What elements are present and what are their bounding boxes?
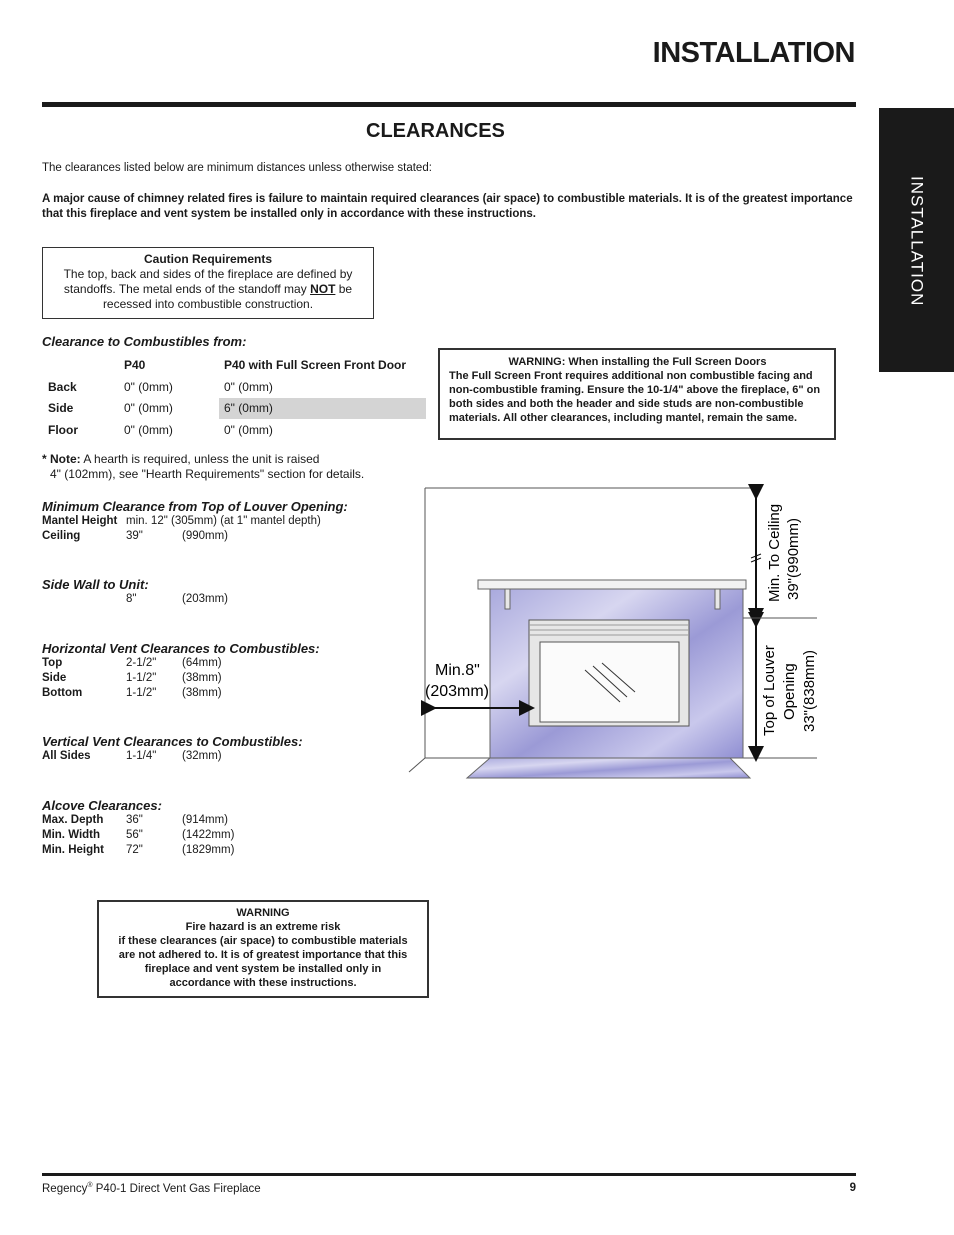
table-row xyxy=(42,398,426,420)
page-number: 9 xyxy=(849,1182,856,1194)
glass-panel xyxy=(540,642,679,722)
spec-value: 2-1/2" xyxy=(126,657,157,669)
bottom-rule xyxy=(42,1173,856,1176)
fire-warning-line: Fire hazard is an extreme risk xyxy=(185,921,341,933)
list-item xyxy=(42,829,402,844)
caution-text xyxy=(43,267,373,312)
full-screen-warning-box xyxy=(438,348,836,440)
fire-warning-line: if these clearances (air space) to combustible materials xyxy=(118,935,408,947)
side-clearance-label: Min.8" xyxy=(435,662,480,679)
section-title: CLEARANCES xyxy=(366,120,505,142)
alcove-title: Alcove Clearances: xyxy=(42,798,162,813)
chimney-fire-warning-text: A major cause of chimney related fires is failure to maintain required clearances (air space) to combustible materials. It is of the greatest importance that this fireplace and vent system be installed only in accordance with these instructions. xyxy=(42,193,853,220)
row-p40: 0" (0mm) xyxy=(124,401,173,415)
louver-clearance-label-2 xyxy=(781,663,798,720)
fire-warning-line: fireplace and vent system be installed only in xyxy=(144,963,382,975)
spec-label: Max. Depth xyxy=(42,814,104,826)
fire-warning-line: accordance with these instructions. xyxy=(169,977,357,989)
spec-value: 1-1/2" xyxy=(126,672,157,684)
spec-label: Min. Height xyxy=(42,844,104,856)
vertical-vent-title: Vertical Vent Clearances to Combustibles: xyxy=(42,734,303,749)
spec-value: 56" xyxy=(126,829,143,841)
row-label: Back xyxy=(48,379,77,394)
list-item xyxy=(42,814,402,829)
caution-emphasis: NOT xyxy=(310,282,336,296)
spec-value: min. 12" (305mm) (at 1" mantel depth) xyxy=(126,515,321,527)
spec-value-metric: (38mm) xyxy=(182,687,222,699)
row-fullscreen: 0" (0mm) xyxy=(224,422,273,437)
fire-warning-title: WARNING xyxy=(236,907,290,919)
horizontal-vent-specs xyxy=(42,657,402,702)
side-clearance-label-metric: (203mm) xyxy=(425,683,490,700)
row-label: Floor xyxy=(48,422,78,437)
alcove-specs xyxy=(42,814,402,859)
note-line1: A hearth is required, unless the unit is raised xyxy=(80,452,320,466)
spec-value: 36" xyxy=(126,814,143,826)
table-header-row xyxy=(42,355,426,377)
fire-warning-line: are not adhered to. It is of greatest importance that this xyxy=(118,949,408,961)
table-row xyxy=(42,377,426,399)
spec-value-metric: (32mm) xyxy=(182,750,222,762)
louver-clearance-label-metric xyxy=(801,650,818,732)
caution-box xyxy=(42,247,374,319)
col-fullscreen: P40 with Full Screen Front Door xyxy=(224,358,407,372)
spec-value: 1-1/4" xyxy=(126,750,157,762)
louver-clearance-label xyxy=(761,645,778,736)
louver-label-line2: Opening xyxy=(781,663,798,720)
col-p40: P40 xyxy=(124,358,146,372)
fire-hazard-warning-box xyxy=(97,900,429,998)
hearth xyxy=(467,758,750,778)
spec-value: 8" xyxy=(126,593,137,605)
top-rule xyxy=(42,102,856,107)
side-wall-title: Side Wall to Unit: xyxy=(42,577,149,592)
combustibles-table xyxy=(42,355,426,441)
list-item xyxy=(42,750,402,765)
full-screen-warning-text: The Full Screen Front requires additional non combustible facing and non-combustible framing. Ensure the 10-1/4" above the fireplace, 6" on both sides and both the header and side studs are non-combustible materials. All other clearances, including mantel, remain the same. xyxy=(449,370,821,424)
ceiling-clearance-label-metric xyxy=(785,518,802,600)
spec-label: Side xyxy=(42,672,67,684)
spec-value: 1-1/2" xyxy=(126,687,157,699)
row-fullscreen: 0" (0mm) xyxy=(224,379,273,394)
row-p40: 0" (0mm) xyxy=(124,379,173,394)
list-item xyxy=(42,530,402,545)
spec-value: 72" xyxy=(126,844,143,856)
row-label: Side xyxy=(48,401,74,415)
spec-value: 39" xyxy=(126,530,143,542)
footer-product-name: P40-1 Direct Vent Gas Fireplace xyxy=(92,1182,261,1195)
caution-text-before: The top, back and sides of the fireplace are defined by standoffs. The metal ends of the standoff may xyxy=(63,267,353,296)
spec-value-metric: (1422mm) xyxy=(182,829,235,841)
spec-value-metric: (203mm) xyxy=(182,593,229,605)
registered-mark: ® xyxy=(87,1182,93,1189)
louver-title: Minimum Clearance from Top of Louver Opening: xyxy=(42,499,348,514)
horizontal-vent-title: Horizontal Vent Clearances to Combustibles: xyxy=(42,641,320,656)
row-fullscreen: 6" (0mm) xyxy=(224,401,273,415)
ceiling-label-line2: 39"(990mm) xyxy=(785,517,802,600)
spec-value-metric: (38mm) xyxy=(182,672,222,684)
spec-value-metric: (1829mm) xyxy=(182,844,235,856)
spec-label: Mantel Height xyxy=(42,515,118,527)
ceiling-clearance-label xyxy=(766,504,783,602)
list-item xyxy=(42,657,402,672)
footer-product xyxy=(42,1182,261,1195)
fireplace-clearance-diagram xyxy=(405,470,825,790)
table-row xyxy=(42,420,426,442)
louver-specs xyxy=(42,515,402,545)
spec-value-metric: (990mm) xyxy=(182,530,229,542)
list-item xyxy=(42,515,402,530)
list-item xyxy=(42,593,402,608)
full-screen-warning-title: WARNING: When installing the Full Screen Doors xyxy=(508,356,767,368)
side-tab-label: INSTALLATION xyxy=(907,176,927,307)
footer-brand: Regency xyxy=(42,1182,88,1195)
vertical-vent-specs xyxy=(42,750,402,765)
list-item xyxy=(42,844,402,859)
intro-text: The clearances listed below are minimum distances unless otherwise stated: xyxy=(42,162,432,174)
spec-label: Bottom xyxy=(42,687,83,699)
mantel-bracket xyxy=(505,589,510,609)
list-item xyxy=(42,687,402,702)
page-header: INSTALLATION xyxy=(652,37,855,69)
side-tab xyxy=(879,108,954,372)
louver-label-line3: 33"(838mm) xyxy=(801,649,818,732)
combustibles-title: Clearance to Combustibles from: xyxy=(42,334,247,349)
spec-label: Min. Width xyxy=(42,829,101,841)
mantel-bracket xyxy=(715,589,720,609)
caution-title: Caution Requirements xyxy=(143,252,272,266)
spec-value-metric: (64mm) xyxy=(182,657,222,669)
list-item xyxy=(42,672,402,687)
side-wall-specs xyxy=(42,593,402,608)
spec-label: Ceiling xyxy=(42,530,81,542)
spec-label: All Sides xyxy=(42,750,91,762)
note-line2: 4" (102mm), see "Hearth Requirements" section for details. xyxy=(50,467,365,481)
spec-label: Top xyxy=(42,657,63,669)
row-p40: 0" (0mm) xyxy=(124,422,173,437)
note-label: * Note: xyxy=(42,452,81,466)
spec-value-metric: (914mm) xyxy=(182,814,229,826)
hearth-note xyxy=(42,452,364,482)
louver-label-line1: Top of Louver xyxy=(761,645,778,736)
caution-text-after: be recessed into combustible construction. xyxy=(102,282,353,311)
mantel-shelf xyxy=(478,580,746,589)
ceiling-label-line1: Min. To Ceiling xyxy=(766,503,783,602)
